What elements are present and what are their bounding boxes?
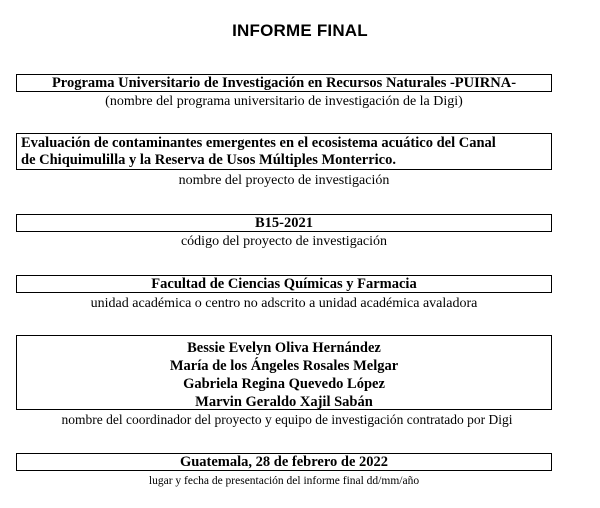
team-member: María de los Ángeles Rosales Melgar: [169, 358, 399, 374]
project-name-box: [16, 133, 552, 170]
report-title: INFORME FINAL: [232, 21, 368, 40]
academic-unit: Facultad de Ciencias Químicas y Farmacia: [151, 276, 417, 292]
team-member: Bessie Evelyn Oliva Hernández: [187, 340, 381, 356]
date-box: [16, 453, 552, 471]
team-box: [16, 335, 552, 410]
team-member: Gabriela Regina Quevedo López: [183, 376, 385, 392]
team-caption: nombre del coordinador del proyecto y equipo de investigación contratado por Digi: [61, 412, 513, 427]
program-name-box: [16, 74, 552, 92]
project-caption: nombre del proyecto de investigación: [178, 173, 390, 188]
date-caption: lugar y fecha de presentación del informe final dd/mm/año: [148, 475, 420, 487]
academic-unit-box: [16, 275, 552, 293]
program-caption: (nombre del programa universitario de investigación de la Digi): [105, 94, 463, 109]
academic-unit-caption: unidad académica o centro no adscrito a unidad académica avaladora: [90, 296, 478, 311]
project-name-line-1: Evaluación de contaminantes emergentes en el ecosistema acuático del Canal: [21, 135, 496, 151]
project-code-box: [16, 214, 552, 232]
team-member: Marvin Geraldo Xajil Sabán: [195, 394, 373, 410]
date-place: Guatemala, 28 de febrero de 2022: [179, 454, 389, 470]
project-name-line-2: de Chiquimulilla y la Reserva de Usos Múltiples Monterrico.: [21, 152, 396, 168]
project-code-caption: código del proyecto de investigación: [180, 234, 388, 249]
program-name: Programa Universitario de Investigación en Recursos Naturales -PUIRNA-: [51, 75, 517, 91]
project-code: B15-2021: [255, 215, 313, 231]
